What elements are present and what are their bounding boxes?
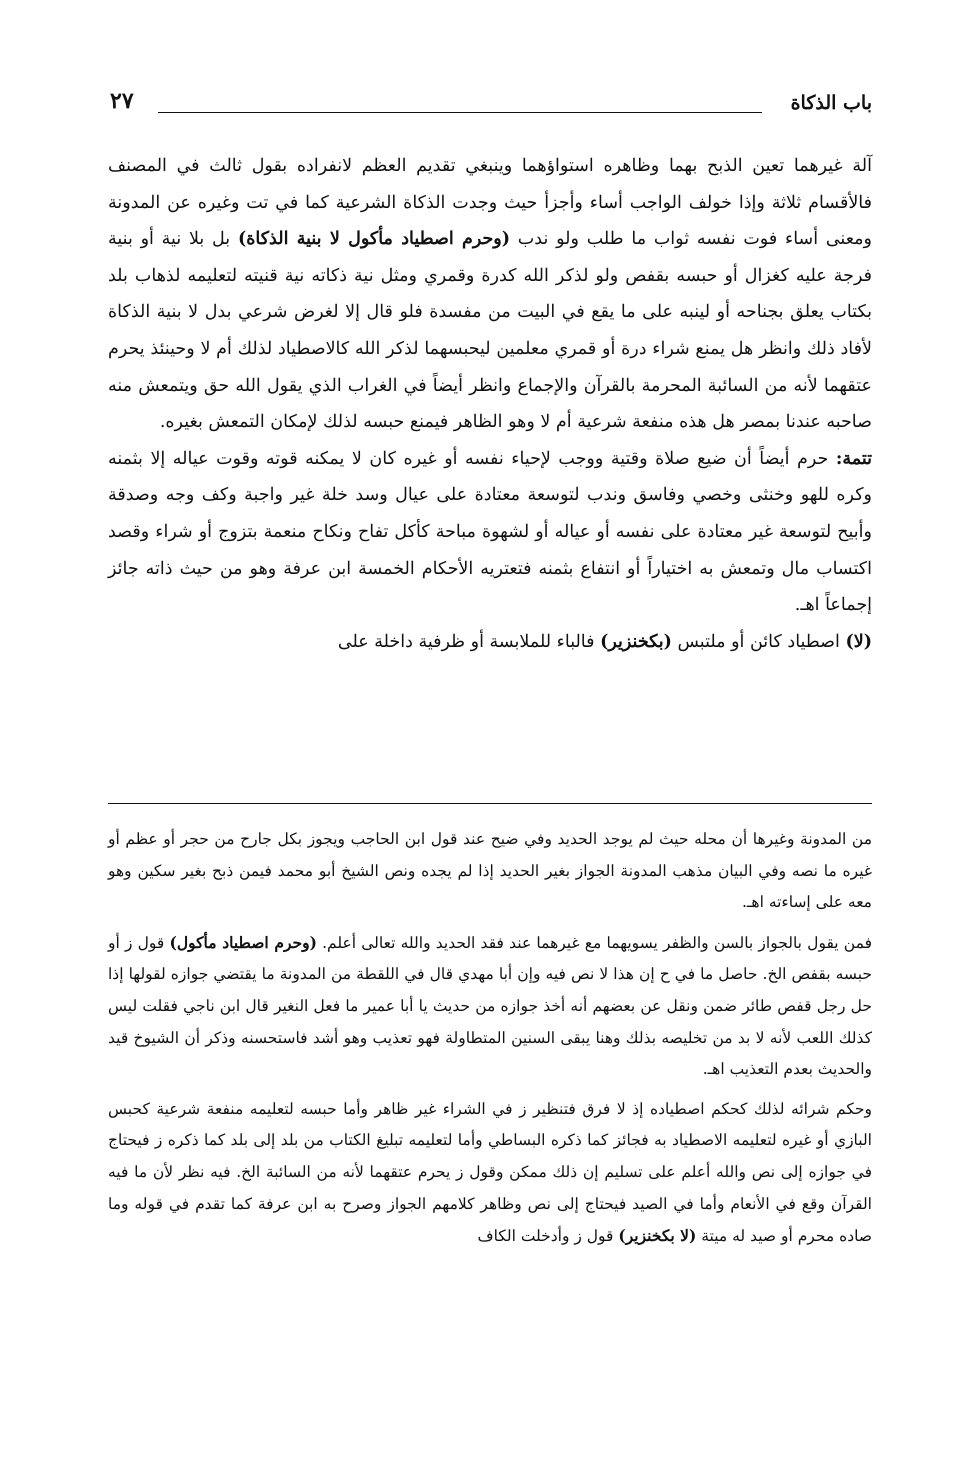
text-run: آلة غيرهما تعين الذبح بهما وظاهره استواؤهما وينبغي تقديم العظم لانفراده بقول ثالث في المصنف فالأقسام ثلاثة وإذا خولف الواجب أساء وأجزأ حيث وجدت الذكاة الشرعية كما في تت وغيره عن المدونة ومعنى أساء فوت نفسه ثواب ما طلب ولو ندب bbox=[108, 156, 872, 250]
matn-quote: (وحرم اصطياد مأكول) bbox=[169, 932, 317, 952]
text-run: بل بلا نية أو بنية فرجة عليه كغزال أو حبسه بقفص ولو لذكر الله كدرة وقمري ومثل نية ذكاته نية قنيته لتعليمه لذهاب بلد بكتاب يعلق بجناحه أو لينبه على ما يقع في البيت من مفسدة فلو قال إلا لغرض شرعي بدل لا بنية الذكاة لأفاد ذلك وانظر هل يمنع شراء درة أو قمري معلمين ليحبسهما لذكر الله كالاصطياد لذلك أم لا وحينئذ يحرم عتقهما لأنه من السائبة المحرمة بالقرآن والإجماع وانظر أيضاً في الغراب الذي يقول الله حق ويتمعش منه صاحبه عندنا بمصر هل هذه منفعة شرعية أم لا وهو الظاهر فيمنع حبسه لذلك لإمكان التمعش بغيره. bbox=[108, 229, 872, 433]
footnote-3 bbox=[108, 1094, 872, 1253]
matn-quote: (لا) bbox=[845, 631, 872, 652]
matn-quote: (بكخنزير) bbox=[600, 631, 672, 652]
text-run: من المدونة وغيرها أن محله حيث لم يوجد الحديد وفي ضيح عند قول ابن الحاجب ويجوز بكل جارح من حجر أو عظم أو غيره ما نصه وفي البيان مذهب المدونة الجواز بغير الحديد إذا لم يجده ونص الشيخ أبو محمد فيمن ذبح بغير سكين وهو معه على إساءته اهـ. bbox=[108, 830, 872, 912]
text-run: حرم أيضاً أن ضيع صلاة وقتية ووجب لإحياء نفسه أو غيره كان لا يمكنه قوته وقوت عياله إلا بثمنه وكره للهو وخنثى وخصي وفاسق وندب لتوسعة معتادة على عيال وسد خلة غير واجبة وكف وجه وصدقة وأبيح لتوسعة غير معتادة على نفسه أو عياله أو لشهوة مباحة كأكل تفاح ونكاح منعمة بتزوج أو شراء وقصد اكتساب مال وتمعش به اختياراً أو انتفاع بثمنه فتعتريه الأحكام الخمسة ابن عرفة وهو من حيث ذاته جائز إجماعاً اهـ. bbox=[108, 448, 872, 616]
text-run: فالباء للملابسة أو ظرفية داخلة على bbox=[337, 631, 601, 652]
text-run: فمن يقول بالجواز بالسن والظفر يسويهما مع غيرهما عند فقد الحديد والله تعالى أعلم. bbox=[316, 933, 872, 952]
main-text bbox=[108, 148, 872, 660]
page-number: ٢٧ bbox=[110, 88, 134, 114]
paragraph-2 bbox=[108, 441, 872, 624]
page-header bbox=[110, 86, 872, 122]
matn-quote: (وحرم اصطياد مأكول لا بنية الذكاة) bbox=[237, 229, 511, 250]
footnotes bbox=[108, 824, 872, 1261]
paragraph-3 bbox=[108, 624, 872, 661]
header-rule bbox=[158, 112, 762, 113]
section-label: تتمة: bbox=[835, 448, 872, 469]
footnote-2 bbox=[108, 927, 872, 1086]
text-run: وحكم شرائه لذلك كحكم اصطياده إذ لا فرق فتنظير ز في الشراء غير ظاهر وأما حبسه لتعليمه منفعة شرعية كحبس البازي أو غيره لتعليمه الاصطياد به فجائز كما ذكره البساطي وأما لتعليمه تبليغ الكتاب من بلد إلى بلد كما ذكره ز فيحتاج في جوازه إلى نص والله أعلم على تسليم إن ذلك ممكن وقول ز يحرم عتقهما لأنه من السائبة الخ. فيه نظر لأن ما فيه القرآن وقع في الأنعام وأما في الصيد فيحتاج إلى نص وظاهر كلامهم الجواز وصرح به ابن عرفة كما تقدم في قوله وما صاده محرم أو صيد له ميتة bbox=[108, 1099, 872, 1246]
chapter-title: باب الذكاة bbox=[790, 92, 872, 114]
matn-quote: (لا بكخنزير) bbox=[618, 1226, 697, 1246]
footnote-separator bbox=[108, 803, 872, 804]
text-run: قول ز وأدخلت الكاف bbox=[477, 1227, 619, 1246]
paragraph-1 bbox=[108, 148, 872, 441]
text-run: اصطياد كائن أو ملتبس bbox=[671, 631, 846, 652]
text-run: قول ز أو حبسه بقفص الخ. حاصل ما في ح إن هذا لا نص فيه وإن أبا مهدي قال في اللقطة من المدونة ما يقتضي جوازه لقولها إذا حل رجل قفص طائر ضمن ونقل عن بعضهم أنه أخذ جوازه من حديث يا أبا عمير ما فعل النغير قال ابن ناجي فقلت ليس كذلك اللعب لأنه لا بد من تخليصه بذلك وهنا يبقى السنين المتطاولة فهو تعذيب وهو أشد فاستحسنه وذكر أن الشيوخ قيد والحديث بعدم التعذيب اهـ. bbox=[108, 933, 872, 1079]
footnote-1 bbox=[108, 824, 872, 919]
